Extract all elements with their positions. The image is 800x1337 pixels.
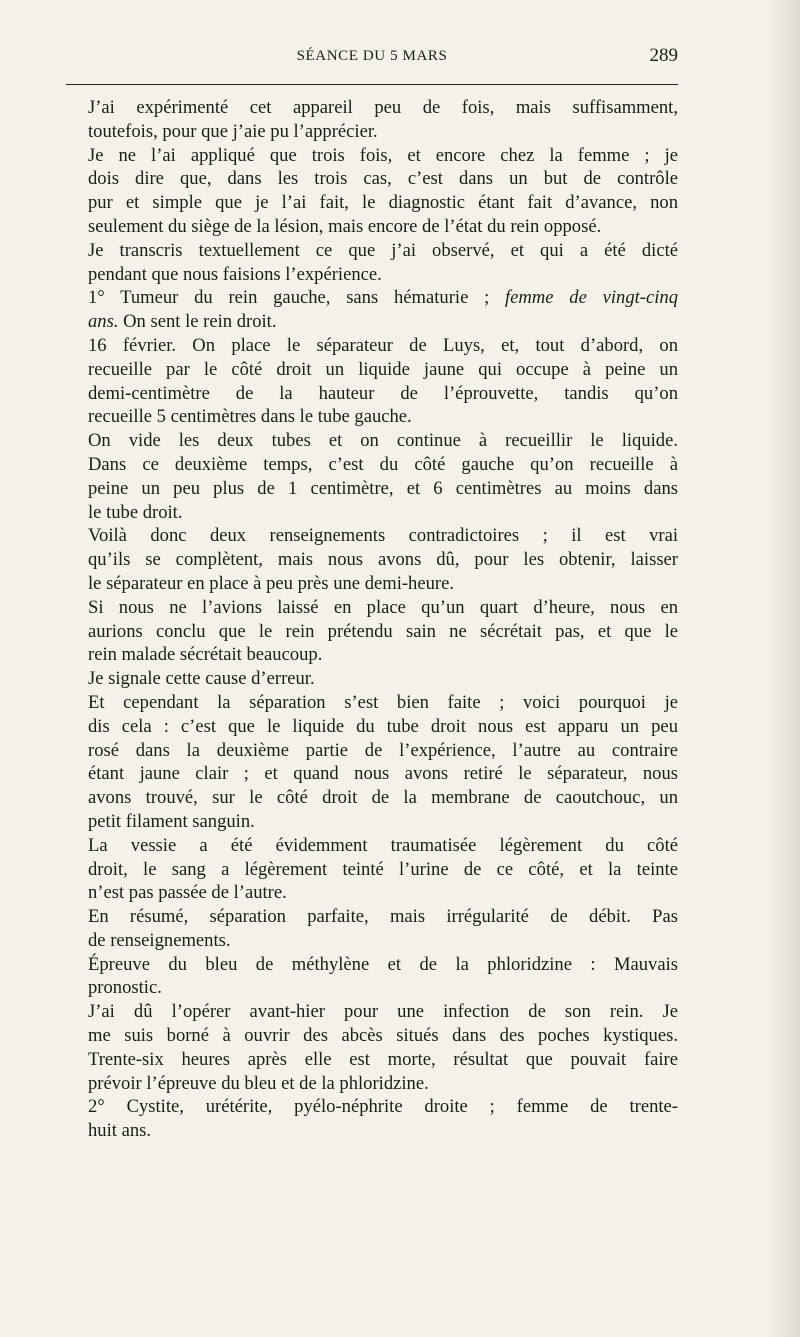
paragraph	[66, 96, 678, 144]
text-line: pronostic.	[88, 977, 162, 999]
text-line: qu’ils se complètent, mais nous avons dû, pour les obtenir, laisser	[88, 549, 678, 571]
paragraph	[66, 144, 678, 239]
text-line: recueille 5 centimètres dans le tube gauche.	[88, 406, 412, 428]
text-line: rein malade sécrétait beaucoup.	[88, 644, 323, 666]
paragraph	[66, 953, 678, 1001]
text-line: pur et simple que je l’ai fait, le diagnostic étant fait d’avance, non	[88, 192, 678, 214]
text-line: Voilà donc deux renseignements contradictoires ; il est vrai	[88, 525, 678, 547]
header-rule	[66, 84, 678, 85]
text-line: prévoir l’épreuve du bleu et de la phloridzine.	[88, 1072, 429, 1094]
text-line: le séparateur en place à peu près une demi-heure.	[88, 572, 455, 594]
paragraph	[66, 334, 678, 429]
text-line: Épreuve du bleu de méthylène et de la phloridzine : Mauvais	[88, 953, 678, 975]
text-line: dis cela : c’est que le liquide du tube droit nous est apparu un peu	[88, 715, 678, 737]
body-text	[66, 96, 678, 1143]
paragraph	[66, 1095, 678, 1143]
text-line: J’ai dû l’opérer avant-hier pour une infection de son rein. Je	[88, 1001, 678, 1023]
text-line: Je transcris textuellement ce que j’ai observé, et qui a été dicté	[88, 239, 678, 261]
text-line: On vide les deux tubes et on continue à recueillir le liquide.	[88, 430, 678, 452]
text-line: dois dire que, dans les trois cas, c’est dans un but de contrôle	[88, 168, 678, 190]
italic-run: ans.	[88, 311, 119, 333]
text-line: recueille par le côté droit un liquide jaune qui occupe à peine un	[88, 358, 678, 380]
text-line: aurions conclu que le rein prétendu sain ne sécrétait pas, et que le	[88, 620, 678, 642]
text-line: J’ai expérimenté cet appareil peu de fois, mais suffisamment,	[88, 97, 678, 118]
text-line: Trente-six heures après elle est morte, résultat que pouvait faire	[88, 1048, 678, 1070]
text-line: huit ans.	[88, 1120, 152, 1142]
text-line: petit filament sanguin.	[88, 810, 255, 832]
paragraph	[66, 239, 678, 287]
scan-edge-shadow	[766, 0, 800, 1337]
text-line: toutefois, pour que j’aie pu l’apprécier.	[88, 120, 378, 142]
paragraph	[66, 905, 678, 953]
text-line: droit, le sang a légèrement teinté l’urine de ce côté, et la teinte	[88, 858, 678, 880]
text-line: La vessie a été évidemment traumatisée légèrement du côté	[88, 834, 678, 856]
text-line	[66, 286, 678, 310]
paragraph	[66, 524, 678, 595]
text-line: le tube droit.	[88, 501, 183, 523]
text-line: 16 février. On place le séparateur de Luys, et, tout d’abord, on	[88, 334, 678, 356]
text-run: On sent le rein droit.	[118, 311, 277, 333]
text-line: me suis borné à ouvrir des abcès situés dans des poches kystiques.	[88, 1025, 678, 1047]
running-title: SÉANCE DU 5 MARS	[296, 48, 448, 64]
text-run: 1° Tumeur du rein gauche, sans hématurie ;	[88, 287, 506, 309]
text-line: Si nous ne l’avions laissé en place qu’un quart d’heure, nous en	[88, 596, 678, 618]
text-line: rosé dans la deuxième partie de l’expérience, l’autre au contraire	[88, 739, 678, 761]
text-line: peine un peu plus de 1 centimètre, et 6 centimètres au moins dans	[88, 477, 678, 499]
italic-run: femme de vingt-cinq	[505, 287, 678, 309]
text-line: Dans ce deuxième temps, c’est du côté gauche qu’on recueille à	[88, 453, 678, 475]
page-number: 289	[649, 45, 678, 66]
paragraph	[66, 834, 678, 905]
text-line: demi-centimètre de la hauteur de l’éprouvette, tandis qu’on	[88, 382, 678, 404]
paragraph	[66, 691, 678, 834]
text-line: seulement du siège de la lésion, mais encore de l’état du rein opposé.	[88, 215, 602, 237]
paragraph	[66, 429, 678, 524]
paragraph	[66, 596, 678, 667]
text-line: 2° Cystite, urétérite, pyélo-néphrite droite ; femme de trente-	[88, 1096, 678, 1118]
paragraph	[66, 1000, 678, 1095]
text-line: n’est pas passée de l’autre.	[88, 882, 287, 904]
text-line: pendant que nous faisions l’expérience.	[88, 263, 382, 285]
text-line	[66, 310, 678, 334]
page-header	[66, 44, 678, 70]
text-line: Je ne l’ai appliqué que trois fois, et encore chez la femme ; je	[88, 144, 678, 166]
paragraph	[66, 286, 678, 334]
text-line: Je signale cette cause d’erreur.	[88, 668, 315, 690]
text-line: En résumé, séparation parfaite, mais irrégularité de débit. Pas	[88, 906, 678, 928]
paragraph	[66, 667, 678, 691]
text-line: étant jaune clair ; et quand nous avons retiré le séparateur, nous	[88, 763, 678, 785]
text-line: avons trouvé, sur le côté droit de la membrane de caoutchouc, un	[88, 787, 678, 809]
text-line: Et cependant la séparation s’est bien faite ; voici pourquoi je	[88, 691, 678, 713]
text-line: de renseignements.	[88, 929, 231, 951]
